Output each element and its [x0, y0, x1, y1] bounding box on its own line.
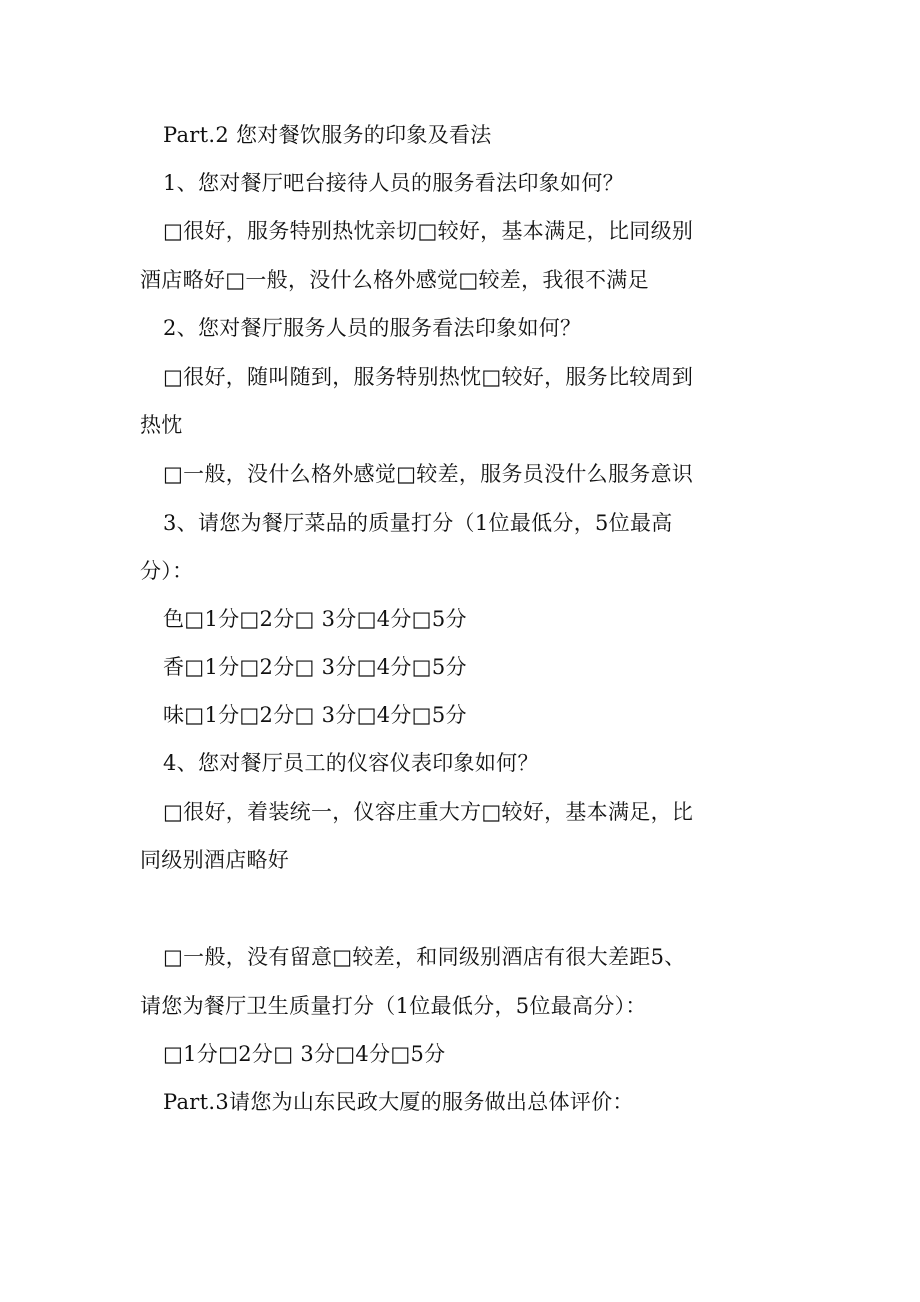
- question-5-rating-row: □1分□2分□ 3分□4分□5分: [163, 1042, 446, 1066]
- question-2-options-line-3: □一般，没什么格外感觉□较差，服务员没什么服务意识: [163, 462, 694, 486]
- question-1: 1、您对餐厅吧台接待人员的服务看法印象如何？: [163, 171, 624, 195]
- question-2: 2、您对餐厅服务人员的服务看法印象如何？: [163, 316, 582, 340]
- question-5: 请您为餐厅卫生质量打分（1位最低分，5位最高分）：: [140, 994, 647, 1018]
- question-4-options-line-2: 同级别酒店略好: [140, 848, 290, 872]
- section-heading-part-2: Part.2 您对餐饮服务的印象及看法: [163, 123, 492, 147]
- section-heading-part-3: Part.3请您为山东民政大厦的服务做出总体评价：: [163, 1090, 634, 1114]
- rating-row-aroma: 香□1分□2分□ 3分□4分□5分: [163, 655, 467, 679]
- question-3-continued: 分）：: [140, 559, 194, 583]
- question-2-options-line-2: 热忱: [140, 413, 183, 437]
- question-2-options-line-1: □很好，随叫随到，服务特别热忱□较好，服务比较周到: [163, 365, 694, 389]
- question-4: 4、您对餐厅员工的仪容仪表印象如何？: [163, 751, 539, 775]
- rating-row-taste: 味□1分□2分□ 3分□4分□5分: [163, 703, 467, 727]
- question-3: 3、请您为餐厅菜品的质量打分（1位最低分，5位最高: [163, 511, 673, 535]
- rating-row-color: 色□1分□2分□ 3分□4分□5分: [163, 607, 467, 631]
- question-1-options-line-1: □很好，服务特别热忱亲切□较好，基本满足，比同级别: [163, 219, 694, 243]
- question-4-options-line-1: □很好，着装统一，仪容庄重大方□较好，基本满足，比: [163, 800, 694, 824]
- question-4-options-line-3: □一般，没有留意□较差，和同级别酒店有很大差距5、: [163, 945, 686, 969]
- question-1-options-line-2: 酒店略好□一般，没什么格外感觉□较差，我很不满足: [140, 268, 649, 292]
